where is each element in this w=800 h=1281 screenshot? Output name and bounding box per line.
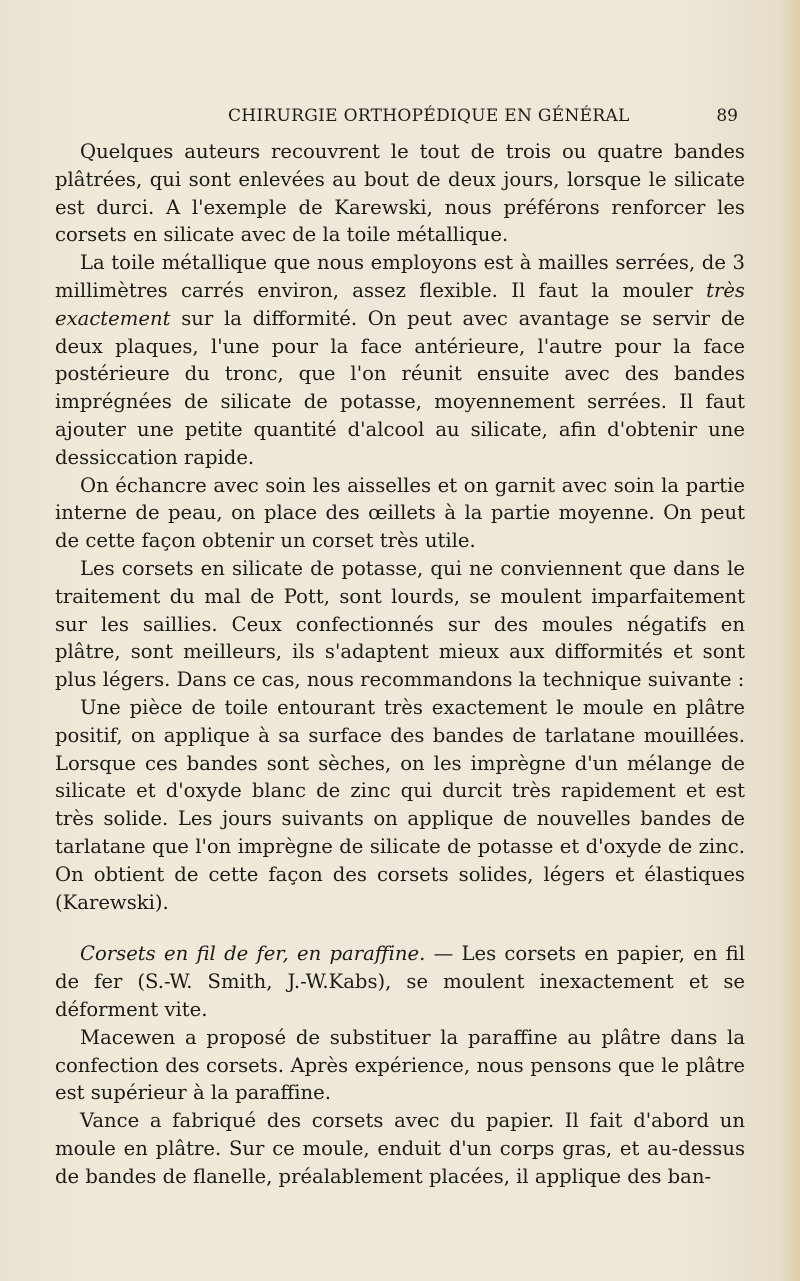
- running-title: CHIRURGIE ORTHOPÉDIQUE EN GÉNÉRAL: [228, 106, 630, 126]
- paragraph-2: [55, 249, 745, 471]
- paragraph-2-continued: sur la difformité. On peut avec avantage se servir de deux plaques, l'une pour la face antérieure, l'autre pour la face postérieure du tronc, que l'on réunit ensuite avec des bandes imprégnées de silicate de potasse, moyennement serrées. Il faut ajouter une petite quantité d'alcool au silicate, afin d'obtenir une dessiccation rapide.: [55, 306, 745, 469]
- page-number: 89: [716, 106, 738, 126]
- section-heading: Corsets en fil de fer, en paraffine.: [80, 942, 426, 966]
- paragraph-4: Les corsets en silicate de potasse, qui ne conviennent que dans le traitement du mal de Pott, sont lourds, se moulent imparfaitement sur les saillies. Ceux confectionnés sur des moules négatifs en plâtre, sont meilleurs, ils s'adaptent mieux aux difformités et sont plus légers. Dans ce cas, nous recommandons la technique suivante :: [55, 556, 745, 692]
- page-body: [55, 138, 745, 1190]
- paragraph-2-text: La toile métallique que nous employons est à mailles serrées, de 3 millimètres carrés environ, assez flexible. Il faut la mouler: [55, 251, 745, 302]
- page-edge-shadow: [782, 0, 800, 1281]
- paragraph-3: On échancre avec soin les aisselles et on garnit avec soin la partie interne de peau, on place des œillets à la partie moyenne. On peut de cette façon obtenir un corset très utile.: [55, 473, 745, 553]
- running-header: [228, 100, 738, 130]
- section-paragraph-text: — Les corsets en papier, en fil de fer (S.-W. Smith, J.-W.Kabs), se moulent inexactement et se déforment vite.: [55, 942, 745, 1021]
- paragraph-8: Vance a fabriqué des corsets avec du papier. Il fait d'abord un moule en plâtre. Sur ce moule, enduit d'un corps gras, et au-dessus de bandes de flanelle, préalablement placées, il applique des ban-: [55, 1109, 745, 1188]
- paragraph-5: Une pièce de toile entourant très exactement le moule en plâtre positif, on applique à sa surface des bandes de tarlatane mouillées. Lorsque ces bandes sont sèches, on les imprègne d'un mélange de silicate et d'oxyde blanc de zinc qui durcit très rapidement et est très solide. Les jours suivants on applique de nouvelles bandes de tarlatane que l'on imprègne de silicate de potasse et d'oxyde de zinc. On obtient de cette façon des corsets solides, légers et élastiques (Karewski).: [55, 695, 745, 914]
- paragraph-1: Quelques auteurs recouvrent le tout de trois ou quatre bandes plâtrées, qui sont enlevées au bout de deux jours, lorsque le silicate est durci. A l'exemple de Karewski, nous préférons renforcer les corsets en silicate avec de la toile métallique.: [55, 140, 745, 247]
- italic-tres-exactement: très exactement: [55, 278, 745, 330]
- paragraph-7: Macewen a proposé de substituer la paraffine au plâtre dans la confection des corsets. Après expérience, nous pensons que le plâtre est supérieur à la paraffine.: [55, 1025, 745, 1105]
- section-paragraph: [55, 940, 745, 1023]
